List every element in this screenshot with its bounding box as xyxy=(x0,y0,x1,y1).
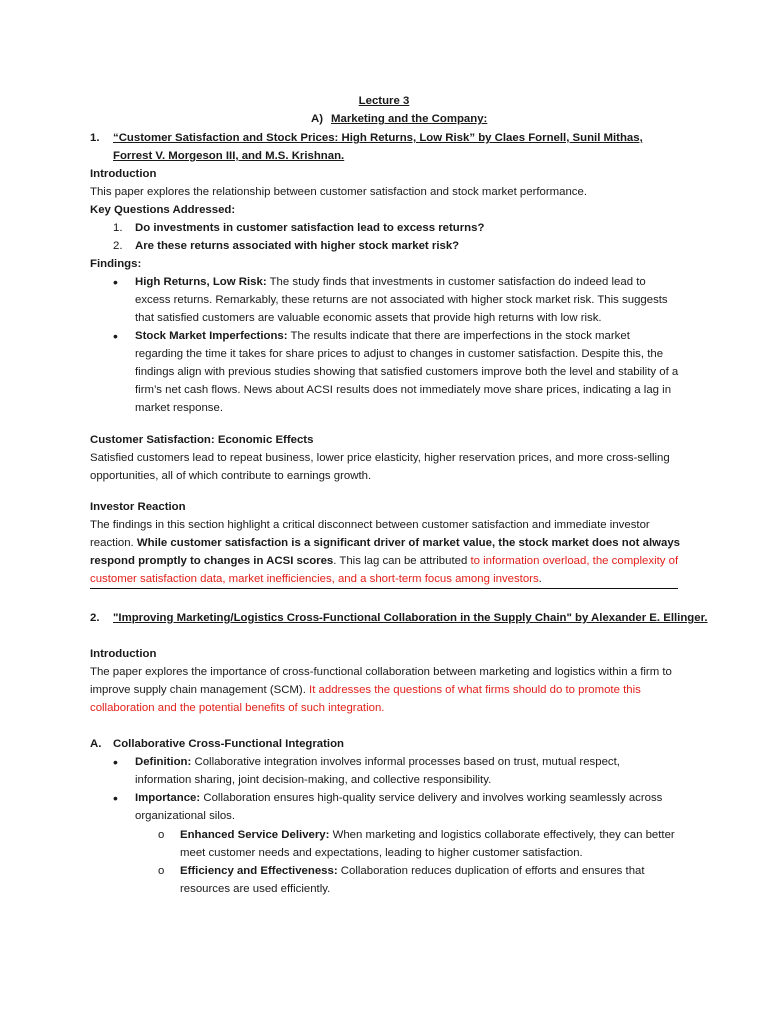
investor-text-part: The findings in this section highlight a critical disconnect between customer satisfaction and immediate investor reaction. xyxy=(90,519,650,549)
sectionA-letter: A. xyxy=(90,738,102,750)
finding-text: The study finds that investments in customer satisfaction do indeed lead to excess returns. Remarkably, these returns are not associated with higher stock market risk. This suggests that satisfied customers are valuable economic assets that provide high returns with low risk. xyxy=(135,276,668,324)
paper2-intro-text xyxy=(90,663,680,717)
section-divider xyxy=(90,588,678,589)
sectionA-title: Collaborative Cross-Functional Integration xyxy=(113,738,344,750)
finding-label: High Returns, Low Risk: xyxy=(135,276,267,288)
subitem-label: Efficiency and Effectiveness: xyxy=(180,865,338,877)
question-text: Do investments in customer satisfaction lead to excess returns? xyxy=(135,222,485,234)
paper1-number: 1. xyxy=(90,132,100,144)
collab-item xyxy=(135,789,680,825)
questions-heading: Key Questions Addressed: xyxy=(90,204,236,216)
effects-heading: Customer Satisfaction: Economic Effects xyxy=(90,434,314,446)
investor-bold-text: While customer satisfaction is a significant driver of market value, the stock market does not always respond promptly to changes in ACSI scores xyxy=(90,537,680,567)
finding-label: Stock Market Imperfections: xyxy=(135,330,288,342)
finding-item xyxy=(135,273,680,327)
collab-text: Collaborative integration involves informal processes based on trust, mutual respect, information sharing, joint decision-making, and collective responsibility. xyxy=(135,756,620,786)
bullet-glyph: • xyxy=(113,754,118,770)
paper2-title: "Improving Marketing/Logistics Cross-Functional Collaboration in the Supply Chain" by Alexander E. Ellinger. xyxy=(113,612,708,624)
investor-text-part: . This lag can be attributed xyxy=(333,555,471,567)
intro-red-text: It addresses the questions of what firms should do to promote this collaboration and the potential benefits of such integration. xyxy=(90,684,641,714)
lecture-title: Lecture 3 xyxy=(358,95,410,107)
section-title: Marketing and the Company: xyxy=(331,113,488,125)
collab-subitem xyxy=(180,862,680,898)
sub-bullet-glyph: o xyxy=(158,829,165,841)
question-number: 1. xyxy=(113,222,123,234)
collab-subitem xyxy=(180,826,680,862)
sub-bullet-glyph: o xyxy=(158,865,165,877)
collab-item xyxy=(135,753,655,789)
section-letter: A) xyxy=(311,113,324,125)
investor-red-text: to information overload, the complexity of customer satisfaction data, market inefficiencies, and a short-term focus among investors xyxy=(90,555,679,585)
paper2-intro-heading: Introduction xyxy=(90,648,157,660)
question-text: Are these returns associated with higher stock market risk? xyxy=(135,240,460,252)
paper2-number: 2. xyxy=(90,612,100,624)
bullet-glyph: • xyxy=(113,328,118,344)
finding-text: The results indicate that there are imperfections in the stock market regarding the time it takes for share prices to adjust to changes in customer satisfaction. Despite this, the findings align with previous studies showing that satisfied customers improve both the level and stability of a firm’s net cash flows. News about ACSI results does not immediately move share prices, indicating a lag in market response. xyxy=(135,330,679,414)
finding-item xyxy=(135,327,680,417)
intro-text-part: The paper explores the importance of cross-functional collaboration between marketing and logistics within a firm to improve supply chain management (SCM). xyxy=(90,666,672,696)
collab-text: Collaboration ensures high-quality service delivery and involves working seamlessly across organizational silos. xyxy=(135,792,663,822)
investor-heading: Investor Reaction xyxy=(90,501,186,513)
subitem-text: Collaboration reduces duplication of efforts and ensures that resources are used efficiently. xyxy=(180,865,645,895)
paper1-intro-text: This paper explores the relationship between customer satisfaction and stock market performance. xyxy=(90,186,588,198)
collab-label: Importance: xyxy=(135,792,201,804)
findings-heading: Findings: xyxy=(90,258,142,270)
collab-label: Definition: xyxy=(135,756,192,768)
investor-text-part: . xyxy=(538,573,542,585)
bullet-glyph: • xyxy=(113,274,118,290)
bullet-glyph: • xyxy=(113,790,118,806)
subitem-label: Enhanced Service Delivery: xyxy=(180,829,330,841)
paper1-intro-heading: Introduction xyxy=(90,168,157,180)
subitem-text: When marketing and logistics collaborate effectively, they can better meet customer needs and expectations, leading to higher customer satisfaction. xyxy=(180,829,675,859)
effects-text: Satisfied customers lead to repeat business, lower price elasticity, higher reservation prices, and more cross-selling opportunities, all of which contribute to earnings growth. xyxy=(90,452,670,482)
paper1-title: “Customer Satisfaction and Stock Prices: High Returns, Low Risk” by Claes Fornell, Sunil Mithas, Forrest V. Morgeson III, and M.S. Krishnan. xyxy=(113,132,643,162)
question-number: 2. xyxy=(113,240,123,252)
investor-text xyxy=(90,516,680,588)
